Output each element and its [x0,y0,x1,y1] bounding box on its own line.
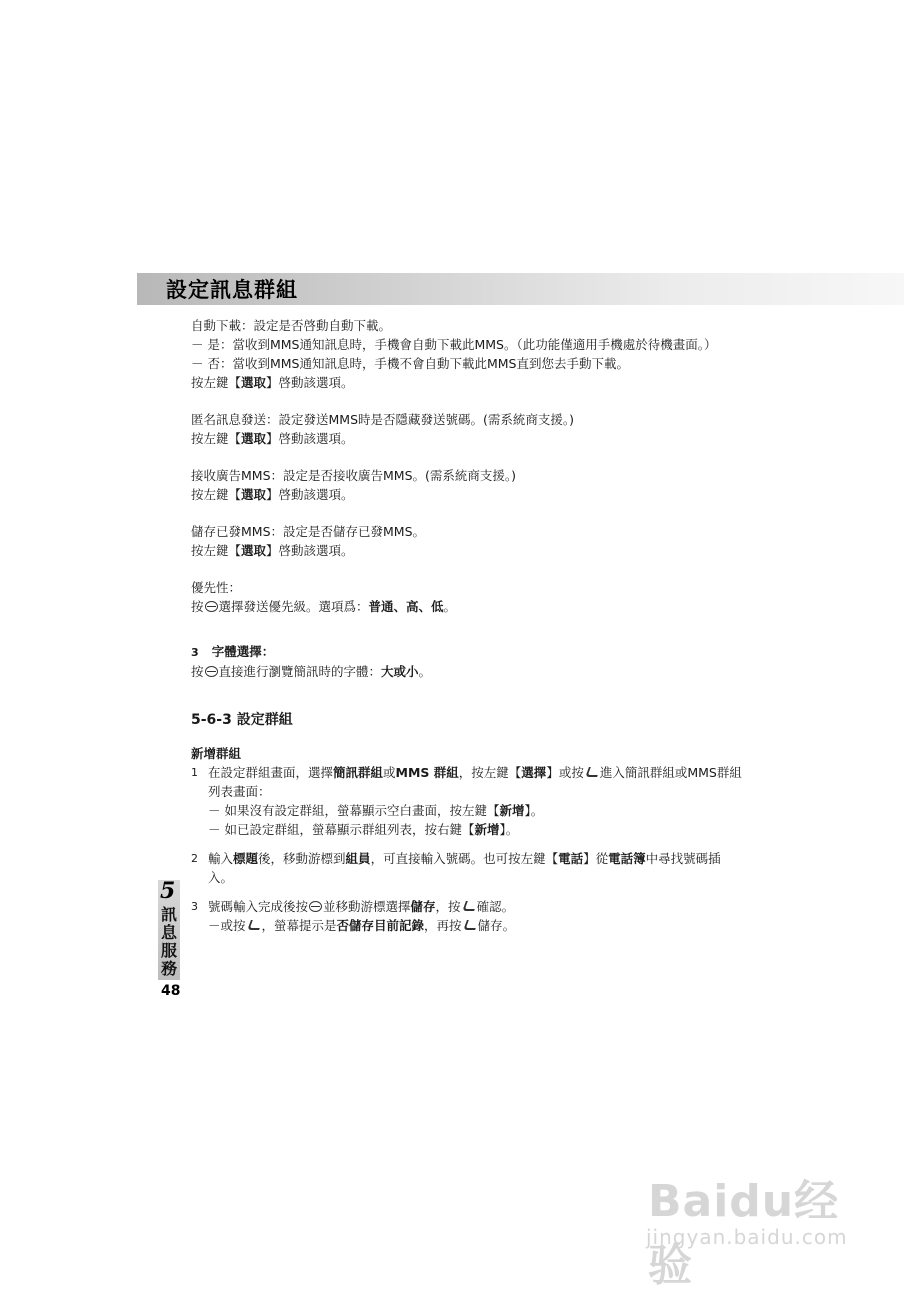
step-3: 3 號碼輸入完成後按 並移動游標選擇儲存，按 確認。 －或按 ，螢幕提示是否儲存目前記錄，再按 儲存。 [191,899,516,933]
step-1-sub-2: － 如已設定群組，螢幕顯示群組列表，按右鍵【新增】。 [208,822,519,837]
save-sent-block [191,522,751,560]
priority-instruction: 按 選擇發送優先級。選項爲：普通、高、低。 [191,599,457,614]
step-1-sub-1: － 如果沒有設定群組，螢幕顯示空白畫面，按左鍵【新增】。 [208,803,544,818]
receive-ad-instruction: 按左鍵【選取】啓動該選項。 [191,487,354,502]
save-sent-desc: 儲存已發MMS：設定是否儲存已發MMS。 [191,524,426,539]
anonymous-send-desc: 匿名訊息發送：設定發送MMS時是否隱藏發送號碼。(需系統商支援。) [191,412,575,427]
anonymous-send-instruction: 按左鍵【選取】啓動該選項。 [191,431,354,446]
nav-key-icon [205,601,218,612]
font-select-instruction: 按 直接進行瀏覽簡訊時的字體：大或小。 [191,664,432,679]
auto-download-instruction: 按左鍵【選取】啓動該選項。 [191,375,354,390]
step-number: 3 [191,900,198,913]
auto-download-block [191,316,751,392]
step-1: 1 在設定群組畫面，選擇簡訊群組或MMS 群組，按左鍵【選擇】或按 進入簡訊群組或MMS群組 列表畫面： － 如果沒有設定群組，螢幕顯示空白畫面，按左鍵【新增】。 － 如已設定群組，螢幕顯示群組列表，按右鍵【新增】。 [191,763,751,839]
watermark-logo: Baidu经验 [648,1176,840,1291]
nav-key-icon [205,666,218,677]
priority-label: 優先性： [191,580,242,595]
step-2: 2 輸入標題後，移動游標到組員，可直接輸入號碼。也可按左鍵【電話】從電話簿中尋找號碼插 入。 [191,851,721,885]
chapter-number: 5 [160,878,176,904]
font-select-block [191,642,751,681]
receive-ad-block [191,466,751,504]
auto-download-no: － 否：當收到MMS通知訊息時，手機不會自動下載此MMS直到您去手動下載。 [191,356,629,371]
font-select-heading: 3 字體選擇： [191,644,275,659]
page-number: 48 [161,983,181,999]
call-key-icon [247,919,261,931]
step-number: 2 [191,852,198,865]
auto-download-yes: － 是：當收到MMS通知訊息時，手機會自動下載此MMS。（此功能僅適用手機處於待機畫面。） [191,337,717,352]
anonymous-send-block [191,410,751,448]
new-group-heading: 新增群組 [191,746,242,761]
call-key-icon [462,900,476,912]
save-sent-instruction: 按左鍵【選取】啓動該選項。 [191,543,354,558]
content [191,316,751,945]
watermark [640,1145,880,1291]
priority-block [191,578,751,616]
watermark-url: jingyan.baidu.com [646,1225,848,1249]
auto-download-desc: 自動下載：設定是否啓動自動下載。 [191,318,392,333]
chapter-title: 訊息服務 [161,905,178,978]
step-number: 1 [191,766,198,779]
nav-key-icon [309,901,322,912]
subsection-heading: 5-6-3 設定群組 [191,712,293,728]
receive-ad-desc: 接收廣告MMS：設定是否接收廣告MMS。(需系統商支援。) [191,468,517,483]
section-title: 設定訊息群組 [166,278,298,302]
call-key-icon [463,919,477,931]
call-key-icon [585,766,599,778]
